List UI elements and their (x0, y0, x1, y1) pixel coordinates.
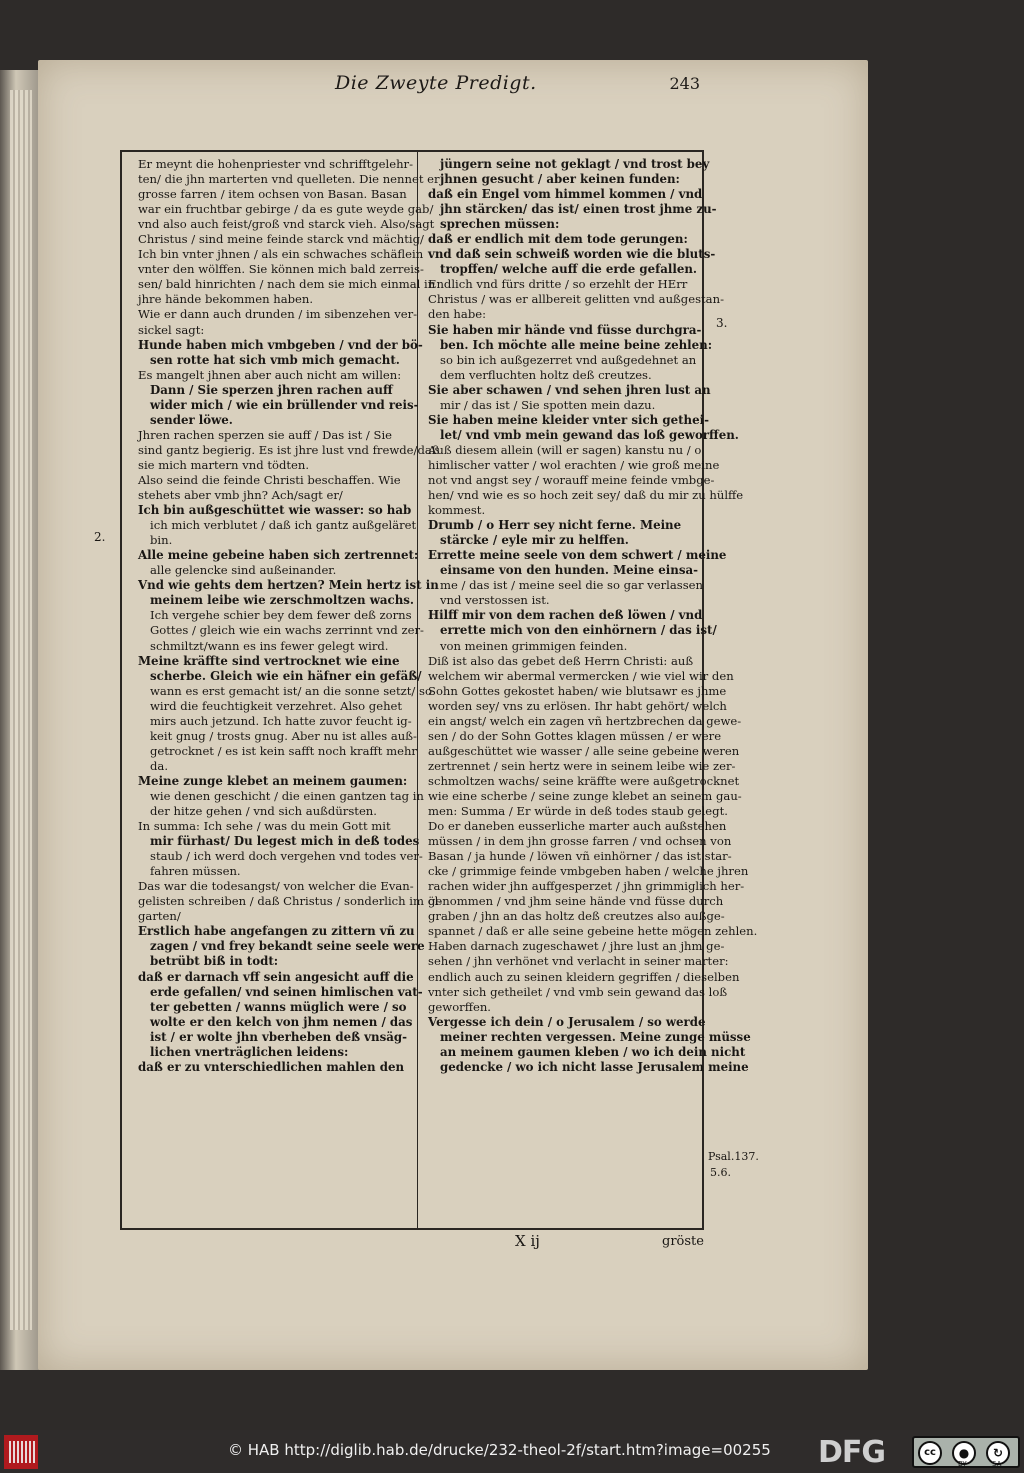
text-line: welchem wir abermal vermercken / wie viel wir den (428, 668, 734, 683)
text-line: Ich bin vnter jhnen / als ein schwaches schäflein (138, 247, 424, 262)
text-line: Er meynt die hohenpriester vnd schrifftgelehr- (138, 157, 414, 171)
text-line: Basan / ja hunde / löwen vñ einhörner / das ist star- (428, 849, 732, 864)
text-line: sen / do der Sohn Gottes klagen müssen / er were (428, 728, 722, 743)
text-line: geworffen. (428, 999, 491, 1014)
text-line: worden sey/ vns zu erlösen. Ihr habt gehört/ welch (428, 698, 727, 713)
text-line: sprechen müssen: (440, 217, 560, 232)
text-line: Drumb / o Herr sey nicht ferne. Meine (428, 518, 682, 533)
text-line: Christus / sind meine feinde starck vnd mächtig/ (138, 232, 424, 247)
cc-icon: cc (918, 1441, 942, 1465)
text-line: Vergesse ich dein / o Jerusalem / so werde (428, 1014, 706, 1029)
text-line: scherbe. Gleich wie ein häfner ein gefäß/ (150, 668, 422, 683)
text-line: wird die feuchtigkeit verzehret. Also gehet (150, 698, 403, 713)
text-line: jüngern seine not geklagt / vnd trost bey (440, 157, 710, 171)
text-line: ter gebetten / wanns müglich were / so (150, 999, 407, 1014)
text-line: müssen / in dem jhn grosse farren / vnd ochsen von (428, 834, 732, 849)
text-line: Haben darnach zugeschawet / jhre lust an jhm ge- (428, 939, 725, 954)
text-line: daß er endlich mit dem tode gerungen: (428, 232, 688, 247)
text-line: erde gefallen/ vnd seinen himlischen vat- (150, 984, 423, 999)
catchword: gröste (662, 1234, 704, 1249)
text-line: von meinen grimmigen feinden. (440, 638, 628, 653)
text-line: lichen vnerträglichen leidens: (150, 1044, 349, 1059)
text-line: fahren müssen. (150, 864, 241, 879)
text-line: Meine kräffte sind vertrocknet wie eine (138, 653, 400, 668)
text-line: sind gantz begierig. Es ist jhre lust vnd frewde/daß (138, 442, 440, 457)
text-line: vnd verstossen ist. (440, 593, 550, 608)
text-line: Alle meine gebeine haben sich zertrennet: (138, 548, 419, 563)
text-line: spannet / daß er alle seine gebeine hette mögen zehlen. (428, 924, 758, 939)
text-line: Es mangelt jhnen aber auch nicht am willen: (138, 367, 402, 382)
text-line: Meine zunge klebet an meinem gaumen: (138, 773, 408, 788)
text-line: Hilff mir von dem rachen deß löwen / vnd (428, 608, 703, 623)
page-edges (10, 90, 32, 1330)
text-line: vnd daß sein schweiß worden wie die bluts- (428, 247, 716, 262)
text-line: Wie er dann auch drunden / im sibenzehen ver- (138, 307, 418, 322)
text-line: kommest. (428, 503, 486, 518)
text-line: Hunde haben mich vmbgeben / vnd der bö- (138, 337, 423, 352)
right-column (428, 157, 758, 1075)
text-line: ten/ die jhn marterten vnd quelleten. Die nennet er (138, 172, 440, 187)
left-column (138, 157, 443, 1075)
text-line: ben. Ich möchte alle meine beine zehlen: (440, 337, 713, 352)
text-line: daß er zu vnterschiedlichen mahlen den (138, 1059, 405, 1074)
text-line: Diß ist also das gebet deß Herrn Christi: auß (428, 653, 694, 668)
text-line: Ich bin außgeschüttet wie wasser: so hab (138, 503, 412, 518)
text-line: meinem leibe wie zerschmoltzen wachs. (150, 593, 415, 608)
text-line: alle gelencke sind außeinander. (150, 563, 337, 578)
text-line: gedencke / wo ich nicht lasse Jerusalem meine (440, 1059, 749, 1074)
text-line: schmiltzt/wann es ins fewer gelegt wird. (150, 638, 389, 653)
text-line: mir fürhast/ Du legest mich in deß todes (150, 834, 420, 849)
text-line: sen rotte hat sich vmb mich gemacht. (150, 352, 400, 367)
text-line: daß er darnach vff sein angesicht auff die (138, 969, 414, 984)
text-line: vnter den wölffen. Sie können mich bald zerreis- (138, 262, 424, 277)
text-line: grosse farren / item ochsen von Basan. Basan (138, 187, 407, 202)
text-line: wann es erst gemacht ist/ an die sonne setzt/ so (150, 683, 432, 698)
text-line: Auß diesem allein (will er sagen) kanstu nu / o (428, 442, 702, 457)
text-line: jhn stärcken/ das ist/ einen trost jhme zu- (440, 202, 717, 217)
text-line: der hitze gehen / vnd sich außdürsten. (150, 804, 377, 819)
text-line: Sohn Gottes gekostet haben/ wie blutsawr es jhme (428, 683, 727, 698)
text-line: einsame von den hunden. Meine einsa- (440, 563, 699, 578)
text-line: Ich vergehe schier bey dem fewer deß zorns (150, 608, 412, 623)
cc-license-badge[interactable] (912, 1436, 1020, 1468)
text-line: Vnd wie gehts dem hertzen? Mein hertz ist in (138, 578, 439, 593)
book-edge (0, 70, 40, 1370)
text-line: Sie aber schawen / vnd sehen jhren lust an (428, 382, 711, 397)
text-line: wolte er den kelch von jhm nemen / das (150, 1014, 413, 1029)
text-line: Christus / was er allbereit gelitten vnd außgestan- (428, 292, 724, 307)
margin-note-3: 3. (716, 316, 728, 330)
text-line: mir / das ist / Sie spotten mein dazu. (440, 397, 656, 412)
sa-label: SA (992, 1460, 1002, 1468)
text-line: cke / grimmige feinde vmbgeben haben / welche jhren (428, 864, 749, 879)
text-line: Also seind die feinde Christi beschaffen. Wie (138, 472, 401, 487)
text-line: war ein fruchtbar gebirge / da es gute weyde gab/ (138, 202, 434, 217)
text-line: sehen / jhn verhönet vnd verlacht in seiner marter: (428, 954, 729, 969)
text-line: graben / jhn an das holtz deß creutzes also außge- (428, 909, 725, 924)
page-header (140, 72, 700, 102)
text-line: jhnen gesucht / aber keinen funden: (440, 172, 680, 187)
margin-note-psalm: Psal.137. (708, 1150, 759, 1163)
by-attribution-icon: ● (952, 1441, 976, 1465)
by-label: BY (958, 1460, 967, 1468)
text-line: Errette meine seele von dem schwert / meine (428, 548, 727, 563)
text-line: zertrennet / sein hertz were in seinem leibe wie zer- (428, 758, 736, 773)
text-line: schmoltzen wachs/ seine kräffte were außgetrocknet (428, 773, 740, 788)
text-line: me / das ist / meine seel die so gar verlassen (440, 578, 703, 593)
text-line: not vnd angst sey / worauff meine feinde vmbge- (428, 472, 715, 487)
page-number: 243 (669, 74, 700, 93)
text-line: Das war die todesangst/ von welcher die Evan- (138, 879, 414, 894)
text-line: In summa: Ich sehe / was du mein Gott mit (138, 819, 391, 834)
text-line: Do er daneben eusserliche marter auch außstehen (428, 819, 727, 834)
text-line: an meinem gaumen kleben / wo ich dein nicht (440, 1044, 746, 1059)
text-line: ich mich verblutet / daß ich gantz außgeläret (150, 518, 417, 533)
text-line: Erstlich habe angefangen zu zittern vñ zu (138, 924, 415, 939)
header-rule (120, 150, 704, 152)
text-line: himlischer vatter / wol erachten / wie groß meine (428, 457, 720, 472)
running-title: Die Zweyte Predigt. (335, 72, 537, 94)
text-line: so bin ich außgezerret vnd außgedehnet an (440, 352, 697, 367)
text-line: ist / er wolte jhn vberheben deß vnsäg- (150, 1029, 408, 1044)
text-line: wie denen geschicht / die einen gantzen tag in (150, 788, 424, 803)
text-line: hen/ vnd wie es so hoch zeit sey/ daß du mir zu hülffe (428, 488, 744, 503)
text-line: vnter sich getheilet / vnd vmb sein gewand das loß (428, 984, 728, 999)
text-line: staub / ich werd doch vergehen vnd todes ver- (150, 849, 423, 864)
text-line: außgeschüttet wie wasser / alle seine gebeine weren (428, 743, 740, 758)
text-line: garten/ (138, 909, 181, 924)
text-line: endlich auch zu seinen kleidern gegriffen / dieselben (428, 969, 740, 984)
text-line: sie mich martern vnd tödten. (138, 457, 310, 472)
text-line: betrübt biß in todt: (150, 954, 279, 969)
text-line: Gottes / gleich wie ein wachs zerrinnt vnd zer- (150, 623, 424, 638)
text-line: stehets aber vmb jhn? Ach/sagt er/ (138, 488, 343, 503)
text-line: da. (150, 758, 169, 773)
text-line: ein angst/ welch ein zagen vñ hertzbrechen da gewe- (428, 713, 742, 728)
share-alike-icon: ↻ (986, 1441, 1010, 1465)
text-line: Sie haben mir hände vnd füsse durchgra- (428, 322, 702, 337)
text-line: Sie haben meine kleider vnter sich gethei- (428, 412, 710, 427)
text-line: let/ vnd vmb mein gewand das loß geworffen. (440, 427, 739, 442)
text-line: men: Summa / Er würde in deß todes staub gelegt. (428, 804, 728, 819)
text-line: dem verfluchten holtz deß creutzes. (440, 367, 652, 382)
dfg-logo[interactable]: DFG (818, 1435, 886, 1470)
viewer-footer-bar (0, 1430, 1024, 1473)
text-line: Jhren rachen sperzen sie auff / Das ist / Sie (138, 427, 393, 442)
text-line: bin. (150, 533, 173, 548)
text-line: mirs auch jetzund. Ich hatte zuvor feucht ig- (150, 713, 412, 728)
signature-mark: X ij (515, 1232, 540, 1250)
text-line: vnd also auch feist/groß vnd starck vieh. Also/sagt (138, 217, 435, 232)
text-line: sender löwe. (150, 412, 233, 427)
text-line: meiner rechten vergessen. Meine zunge müsse (440, 1029, 751, 1044)
margin-note-2: 2. (94, 530, 106, 544)
text-line: zagen / vnd frey bekandt seine seele were (150, 939, 425, 954)
hab-logo-icon[interactable] (4, 1435, 38, 1469)
text-line: keit gnug / trosts gnug. Aber nu ist alles auß- (150, 728, 417, 743)
text-line: Endlich vnd fürs dritte / so erzehlt der HErr (428, 277, 688, 292)
text-line: gelisten schreiben / daß Christus / sonderlich im öl- (138, 894, 443, 909)
text-line: errette mich von den einhörnern / das ist/ (440, 623, 717, 638)
text-line: sickel sagt: (138, 322, 205, 337)
text-line: Dann / Sie sperzen jhren rachen auff (150, 382, 393, 397)
text-line: genommen / vnd jhm seine hände vnd füsse durch (428, 894, 724, 909)
text-line: daß ein Engel vom himmel kommen / vnd (428, 187, 703, 202)
text-line: getrocknet / es ist kein safft noch krafft mehr (150, 743, 417, 758)
text-line: wider mich / wie ein brüllender vnd reis- (150, 397, 419, 412)
text-line: rachen wider jhn auffgesperzet / jhn grimmiglich her- (428, 879, 745, 894)
text-line: stärcke / eyle mir zu helffen. (440, 533, 629, 548)
text-line: sen/ bald hinrichten / nach dem sie mich einmal in (138, 277, 436, 292)
text-line: jhre hände bekommen haben. (138, 292, 314, 307)
text-line: tropffen/ welche auff die erde gefallen. (440, 262, 698, 277)
text-line: wie eine scherbe / seine zunge klebet an seinem gau- (428, 788, 742, 803)
text-line: den habe: (428, 307, 487, 322)
margin-note-psalm-verse: 5.6. (710, 1166, 731, 1179)
copyright-link[interactable]: © HAB http://diglib.hab.de/drucke/232-theol-2f/start.htm?image=00255 (228, 1441, 771, 1459)
